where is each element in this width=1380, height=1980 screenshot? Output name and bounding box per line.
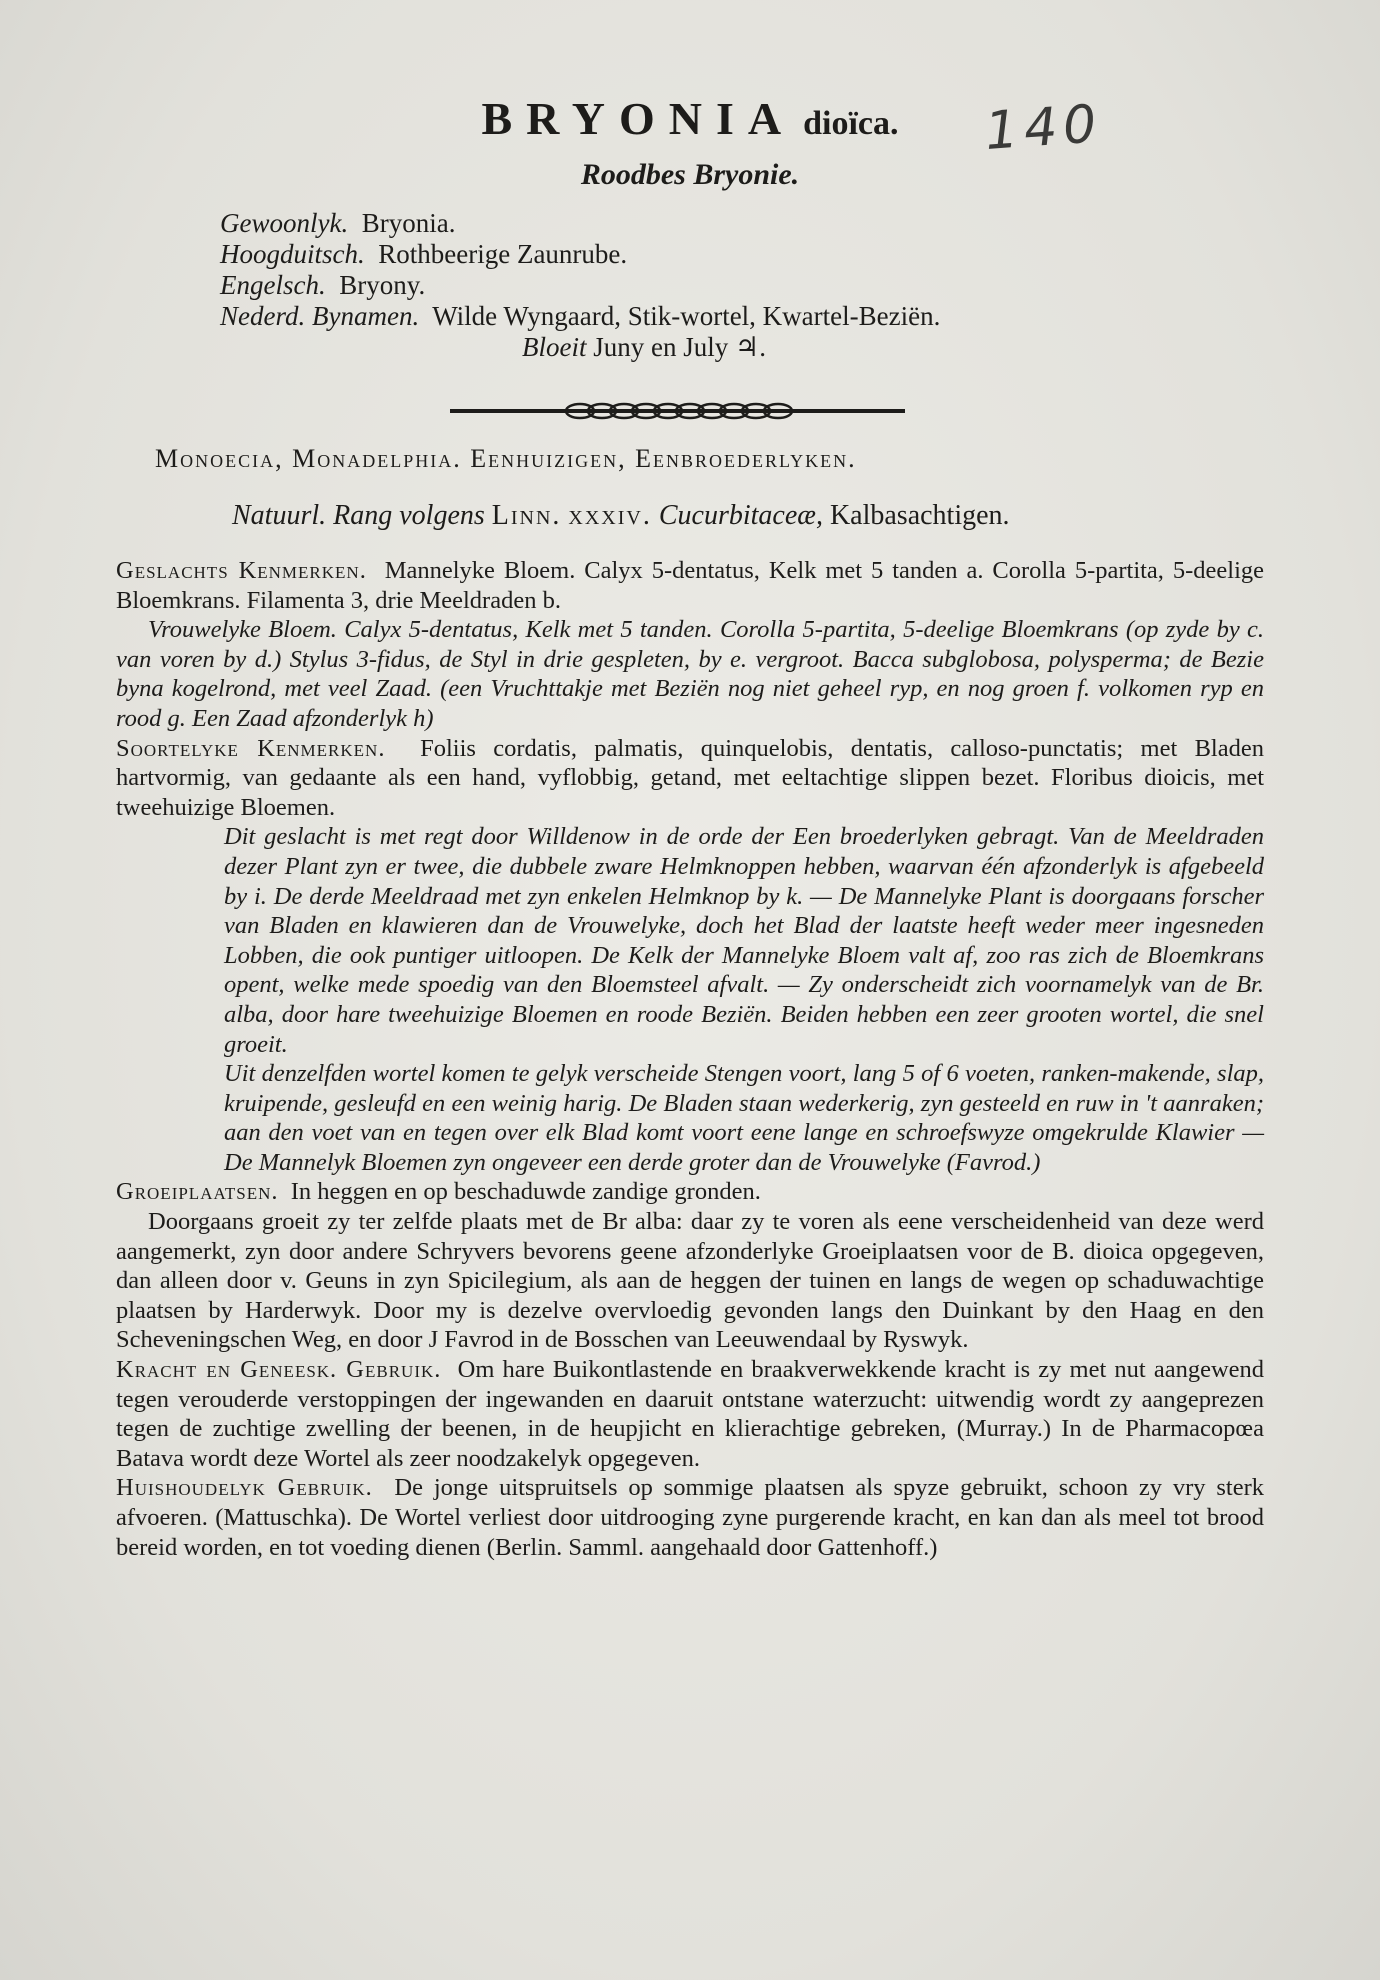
note-paragraph: Uit denzelfden wortel komen te gelyk verscheide Stengen voort, lang 5 of 6 voeten, ranken-makende, slap, kruipende, gesleufd en een weinig harig. De Bladen staan wederkerig, zyn gesteeld en ruw in 't aanraken; aan den voet van en tegen over elk Blad komt voort eene lange en schroefswyze omgekrulde Klawier — De Mannelyk Bloemen zyn ongeveer een derde groter dan de Vrouwelyke (Favrod.) <box>224 1060 1264 1176</box>
section-heading: Groeiplaatsen. <box>116 1178 279 1206</box>
name-row <box>220 208 1220 239</box>
name-label: Nederd. Bynamen. <box>220 301 420 331</box>
name-value: Wilde Wyngaard, Stik-wortel, Kwartel-Beziën. <box>432 301 941 331</box>
habitat-text: In heggen en op beschaduwde zandige gronden. <box>290 1178 761 1206</box>
section-heading: Huishoudelyk Gebruik. <box>116 1474 373 1502</box>
habitat <box>116 1177 1264 1207</box>
title-row <box>0 92 1380 145</box>
medicinal-use <box>116 1355 1264 1473</box>
name-value: Rothbeerige Zaunrube. <box>378 239 628 269</box>
section-heading: Geslachts Kenmerken. <box>116 557 367 584</box>
species-characters <box>116 734 1264 823</box>
genus-characters-female <box>116 615 1264 733</box>
species-characters-text: Foliis cordatis, palmatis, quinquelobis, dentatis, calloso-punctatis; met Bladen hartvormig, van gedaante als een hand, vyflobbig, getand, met eeltachtige slippen bezet. Floribus dioicis, met tweehuizige Bloemen. <box>116 734 1264 821</box>
bloei-value: Juny en July ♃. <box>593 332 766 362</box>
subtitle: Roodbes Bryonie. <box>580 158 800 191</box>
name-label: Hoogduitsch. <box>220 239 365 269</box>
name-row <box>220 270 1220 301</box>
habitat-details: Doorgaans groeit zy ter zelfde plaats met de Br alba: daar zy te voren als eene verscheidenheid van deze werd aangemerkt, zyn door andere Schryvers bevorens geene afzonderlyke Groeiplaatsen voor de B. dioica opgegeven, dan alleen door v. Geuns in zyn Spicilegium, als aan de heggen der tuinen en langs de wegen op schaduwachtige plaatsen by Harderwyk. Door my is dezelve overvloedig gevonden langs den Duinkant by den Haag en den Scheveningschen Weg, en door J Favrod in de Bosschen van Leeuwendaal by Ryswyk. <box>116 1208 1264 1354</box>
rang-author: Linn. <box>491 500 562 531</box>
female-flower-text: Vrouwelyke Bloem. Calyx 5-dentatus, Kelk met 5 tanden. Corolla 5-partita, 5-deelige Bloemkrans (op zyde by c. van voren by d.) Stylus 3-fidus, de Styl in drie gespleten, by e. vergroot. Bacca subglobosa, polysperma; de Bezie byna kogelrond, met veel Zaad. (een Vruchttakje met Beziën nog niet geheel ryp, en nog groen f. volkomen ryp en rood g. Een Zaad afzonderlyk h) <box>116 616 1264 732</box>
section-heading: Soortelyke Kenmerken. <box>116 734 386 762</box>
natural-rank <box>232 500 1010 532</box>
note-paragraph: Dit geslacht is met regt door Willdenow in de orde der Een broederlyken gebragt. Van de Meeldraden dezer Plant zyn er twee, die dubbele zware Helmknoppen hebben, waarvan één afzonderlyk is afgebeeld by i. De derde Meeldraad met zyn enkelen Helmknop by k. — De Mannelyke Plant is doorgaans forscher van Bladen en klawieren dan de Vrouwelyke, doch het Blad der laatste heeft weder meer ingesneden Lobben, die ook puntiger uitloopen. De Kelk der Mannelyke Bloem valt af, zoo ras zich de Bloemkrans opent, welke mede spoedig van den Bloemsteel afvalt. — Zy onderscheidt zich voornamelyk van de Br. alba, door hare tweehuizige Bloemen en roode Beziën. Beiden hebben een zeer grooten wortel, die snel groeit. <box>224 823 1264 1058</box>
name-label: Engelsch. <box>220 270 326 300</box>
medicinal-use-text: Om hare Buikontlastende en braakverwekkende kracht is zy met nut aangewend tegen verouderde verstoppingen der ingewanden en daaruit ontstane waterzucht: uitwendig wordt zy aangeprezen tegen de zuchtige zwelling der beenen, in de heupjicht en klierachtige gebreken, (Murray.) In de Pharmacopœa Batava wordt deze Wortel als zeer noodzakelyk opgegeven. <box>116 1356 1265 1472</box>
rang-family: Cucurbitaceæ, <box>658 500 823 531</box>
rang-label: Natuurl. Rang volgens <box>232 500 485 531</box>
genus-characters <box>116 556 1264 615</box>
household-use <box>116 1473 1264 1562</box>
bloei-label: Bloeit <box>522 332 587 362</box>
genus-title: BRYONIA <box>481 93 796 144</box>
name-value: Bryonia. <box>361 208 456 238</box>
rang-family-nl: Kalbasachtigen. <box>829 500 1010 531</box>
genus-characters-male: Mannelyke Bloem. Calyx 5-dentatus, Kelk met 5 tanden a. Corolla 5-partita, 5-deelige Bloemkrans. Filamenta 3, drie Meeldraden b. <box>116 557 1265 614</box>
classification: Monoecia, Monadelphia. Eenhuizigen, Eenbroederlyken. <box>155 444 857 473</box>
species-title: dioïca. <box>803 105 899 142</box>
name-row <box>220 239 1220 270</box>
ornament-divider <box>450 398 905 428</box>
section-heading: Kracht en Geneesk. Gebruik. <box>116 1356 442 1384</box>
name-value: Bryony. <box>339 270 426 300</box>
bloei-row <box>220 332 1220 363</box>
household-use-text: De jonge uitspruitsels op sommige plaatsen als spyze gebruikt, schoon zy vry sterk afvoeren. (Mattuschka). De Wortel verliest door uitdrooging zyne purgerende kracht, en kan dan als meel tot brood bereid worden, en tot voeding dienen (Berlin. Samml. aangehaald door Gattenhoff.) <box>116 1474 1265 1561</box>
vernacular-names <box>220 208 1220 363</box>
handwritten-page-number: 140 <box>983 93 1105 163</box>
name-row <box>220 301 1220 332</box>
rang-number: xxxiv. <box>568 500 652 531</box>
name-label: Gewoonlyk. <box>220 208 349 238</box>
body-text <box>116 556 1264 1562</box>
